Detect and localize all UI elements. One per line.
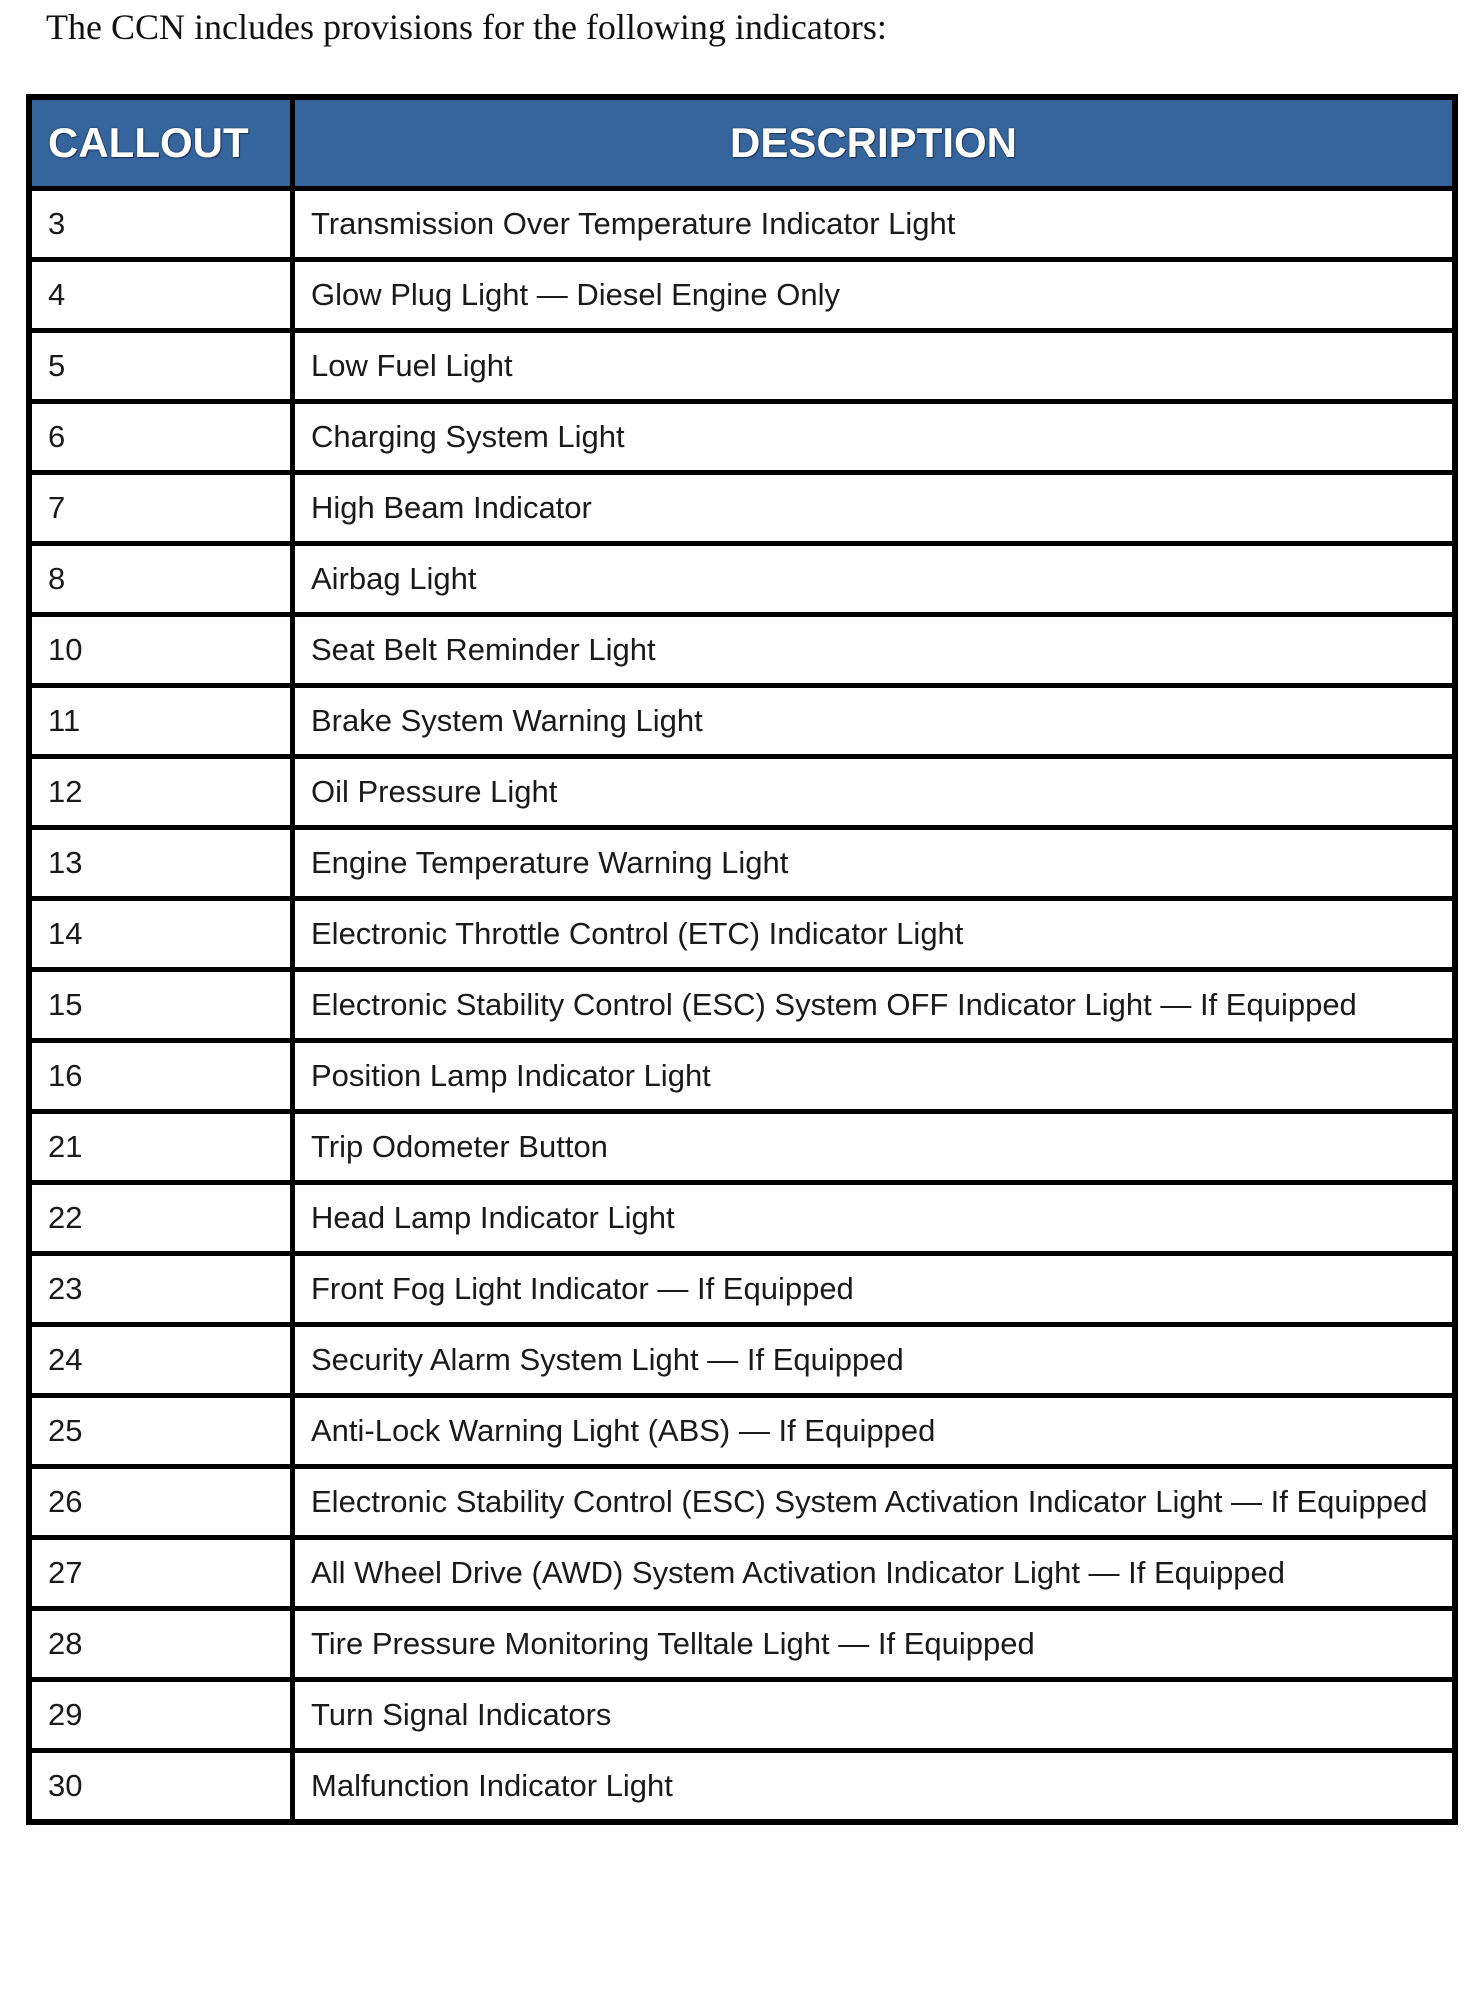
description-cell: Brake System Warning Light <box>293 686 1456 757</box>
callout-cell: 6 <box>29 402 293 473</box>
callout-cell: 28 <box>29 1609 293 1680</box>
callout-cell: 13 <box>29 828 293 899</box>
callout-cell: 29 <box>29 1680 293 1751</box>
description-cell: Airbag Light <box>293 544 1456 615</box>
callout-cell: 22 <box>29 1183 293 1254</box>
callout-cell: 7 <box>29 473 293 544</box>
description-cell: Security Alarm System Light — If Equipped <box>293 1325 1456 1396</box>
table-row <box>29 1183 1455 1254</box>
header-description: DESCRIPTION <box>293 97 1456 189</box>
callout-cell: 4 <box>29 260 293 331</box>
callout-cell: 5 <box>29 331 293 402</box>
table-row <box>29 1325 1455 1396</box>
table-row <box>29 1609 1455 1680</box>
callout-cell: 30 <box>29 1751 293 1823</box>
table-row <box>29 686 1455 757</box>
callout-cell: 10 <box>29 615 293 686</box>
table-row <box>29 899 1455 970</box>
description-cell: All Wheel Drive (AWD) System Activation Indicator Light — If Equipped <box>293 1538 1456 1609</box>
description-cell: Anti-Lock Warning Light (ABS) — If Equipped <box>293 1396 1456 1467</box>
callout-cell: 3 <box>29 189 293 260</box>
description-cell: Charging System Light <box>293 402 1456 473</box>
description-cell: Position Lamp Indicator Light <box>293 1041 1456 1112</box>
description-cell: Electronic Throttle Control (ETC) Indicator Light <box>293 899 1456 970</box>
callout-cell: 25 <box>29 1396 293 1467</box>
table-row <box>29 402 1455 473</box>
table-row <box>29 473 1455 544</box>
table-row <box>29 1112 1455 1183</box>
table-row <box>29 828 1455 899</box>
callout-cell: 15 <box>29 970 293 1041</box>
description-cell: Glow Plug Light — Diesel Engine Only <box>293 260 1456 331</box>
header-callout: CALLOUT <box>29 97 293 189</box>
table-row <box>29 1538 1455 1609</box>
table-row <box>29 1254 1455 1325</box>
callout-cell: 21 <box>29 1112 293 1183</box>
description-cell: Engine Temperature Warning Light <box>293 828 1456 899</box>
callout-cell: 26 <box>29 1467 293 1538</box>
description-cell: Electronic Stability Control (ESC) System OFF Indicator Light — If Equipped <box>293 970 1456 1041</box>
table-row <box>29 1041 1455 1112</box>
table-row <box>29 1467 1455 1538</box>
description-cell: Turn Signal Indicators <box>293 1680 1456 1751</box>
callout-cell: 16 <box>29 1041 293 1112</box>
callout-cell: 24 <box>29 1325 293 1396</box>
description-cell: Head Lamp Indicator Light <box>293 1183 1456 1254</box>
description-cell: Trip Odometer Button <box>293 1112 1456 1183</box>
description-cell: Seat Belt Reminder Light <box>293 615 1456 686</box>
table-row <box>29 615 1455 686</box>
callout-cell: 8 <box>29 544 293 615</box>
table-header-row <box>29 97 1455 189</box>
callout-cell: 11 <box>29 686 293 757</box>
table-row <box>29 260 1455 331</box>
callout-cell: 23 <box>29 1254 293 1325</box>
table-row <box>29 1751 1455 1823</box>
description-cell: Malfunction Indicator Light <box>293 1751 1456 1823</box>
callout-cell: 27 <box>29 1538 293 1609</box>
table-row <box>29 544 1455 615</box>
description-cell: Electronic Stability Control (ESC) System Activation Indicator Light — If Equipped <box>293 1467 1456 1538</box>
description-cell: Tire Pressure Monitoring Telltale Light — If Equipped <box>293 1609 1456 1680</box>
description-cell: Oil Pressure Light <box>293 757 1456 828</box>
description-cell: Front Fog Light Indicator — If Equipped <box>293 1254 1456 1325</box>
table-row <box>29 970 1455 1041</box>
callout-cell: 12 <box>29 757 293 828</box>
description-cell: High Beam Indicator <box>293 473 1456 544</box>
table-row <box>29 757 1455 828</box>
description-cell: Transmission Over Temperature Indicator Light <box>293 189 1456 260</box>
indicators-table <box>26 94 1458 1825</box>
table-row <box>29 1680 1455 1751</box>
table-row <box>29 1396 1455 1467</box>
table-row <box>29 189 1455 260</box>
description-cell: Low Fuel Light <box>293 331 1456 402</box>
intro-text: The CCN includes provisions for the following indicators: <box>46 7 887 47</box>
table-row <box>29 331 1455 402</box>
callout-cell: 14 <box>29 899 293 970</box>
